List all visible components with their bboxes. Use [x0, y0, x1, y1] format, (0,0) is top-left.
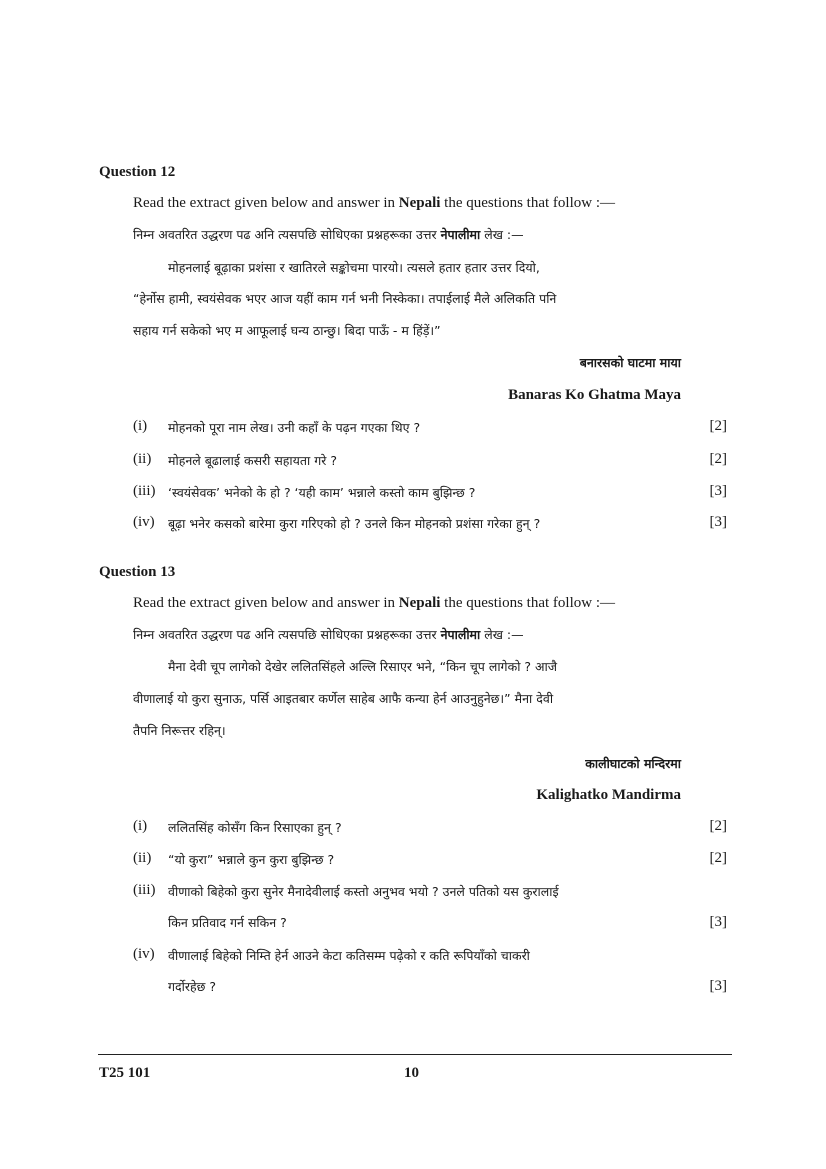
q12-item-num: (iv): [133, 514, 155, 530]
q13-passage-line-2: वीणालाई यो कुरा सुनाऊ, पर्सि आइतबार कर्णेल साहेब आफै कन्या हेर्न आउनुहुनेछ।” मैना देवी: [133, 691, 554, 706]
q12-item-num: (ii): [133, 451, 152, 467]
q12-source-en: Banaras Ko Ghatma Maya: [508, 387, 681, 403]
q13-item-mark: [3]: [709, 914, 727, 930]
q12-item-num: (iii): [133, 483, 156, 499]
q13-item-text: वीणालाई बिहेको निम्ति हेर्न आउने केटा कतिसम्म पढ़ेको र कति रूपियाँको चाकरी: [168, 948, 530, 963]
q12-item-text: मोहनको पूरा नाम लेख। उनी कहाँ के पढ़न गएका थिए ?: [168, 420, 421, 435]
q13-item-text: वीणाको बिहेको कुरा सुनेर मैनादेवीलाई कस्तो अनुभव भयो ? उनले पतिको यस कुरालाई: [168, 884, 559, 899]
q13-item-num: (ii): [133, 850, 152, 866]
q12-item-mark: [3]: [709, 483, 727, 499]
question-12-title: Question 12: [99, 164, 176, 180]
q12-item-mark: [2]: [709, 418, 727, 434]
question-13-title: Question 13: [99, 564, 176, 580]
footer-rule: [98, 1054, 732, 1055]
q13-item-text: “यो कुरा” भन्नाले कुन कुरा बुझिन्छ ?: [168, 852, 335, 867]
q12-instruction-en: Read the extract given below and answer in Nepali the questions that follow :—: [133, 195, 615, 211]
q13-source-np: कालीघाटको मन्दिरमा: [585, 756, 681, 771]
q12-source-np: बनारसको घाटमा माया: [579, 355, 681, 370]
q12-item-text: मोहनले बूढालाई कसरी सहायता गरे ?: [168, 453, 338, 468]
q13-source-en: Kalighatko Mandirma: [536, 787, 681, 803]
q13-instruction-en: Read the extract given below and answer in Nepali the questions that follow :—: [133, 595, 615, 611]
q13-item-mark: [3]: [709, 978, 727, 994]
q12-instruction-np: निम्न अवतरित उद्धरण पढ अनि त्यसपछि सोधिएका प्रश्नहरूका उत्तर नेपालीमा लेख :—: [133, 227, 524, 242]
q13-instruction-np: निम्न अवतरित उद्धरण पढ अनि त्यसपछि सोधिएका प्रश्नहरूका उत्तर नेपालीमा लेख :—: [133, 627, 524, 642]
q13-item-text: ललितसिंह कोसँग किन रिसाएका हुन् ?: [168, 820, 342, 835]
q13-item-text-cont: किन प्रतिवाद गर्न सकिन ?: [168, 915, 287, 930]
q13-passage-line-3: तैपनि निरूत्तर रहिन्।: [133, 723, 226, 738]
q12-item-text: बूढ़ा भनेर कसको बारेमा कुरा गरिएको हो ? उनले किन मोहनको प्रशंसा गरेका हुन् ?: [168, 516, 541, 531]
q12-item-num: (i): [133, 418, 148, 434]
paper-code: T25 101: [99, 1065, 151, 1081]
q12-passage-line-3: सहाय गर्न सकेको भए म आफूलाई घन्य ठान्छु। बिदा पाऊँ - म हिंड़ें।”: [133, 323, 441, 338]
page-number: 10: [404, 1065, 419, 1081]
q13-item-text-cont: गर्दोरहेछ ?: [168, 979, 217, 994]
q12-item-mark: [3]: [709, 514, 727, 530]
q12-item-mark: [2]: [709, 451, 727, 467]
q13-item-num: (i): [133, 818, 148, 834]
q13-item-num: (iii): [133, 882, 156, 898]
q12-item-text: ‘स्वयंसेवक’ भनेको के हो ? ‘यही काम’ भन्नाले कस्तो काम बुझिन्छ ?: [168, 485, 476, 500]
q12-passage-line-2: “हेर्नोस हामी, स्वयंसेवक भएर आज यहीं काम गर्न भनी निस्केका। तपाईलाई मैले अलिकति पनि: [133, 291, 557, 306]
q13-item-mark: [2]: [709, 850, 727, 866]
q13-item-num: (iv): [133, 946, 155, 962]
q12-passage-line-1: मोहनलाई बूढ़ाका प्रशंसा र खातिरले सङ्कोचमा पारयो। त्यसले हतार हतार उत्तर दियो,: [168, 260, 540, 275]
q13-passage-line-1: मैना देवी चूप लागेको देखेर ललितसिंहले अल्लि रिसाएर भने, “किन चूप लागेको ? आजै: [168, 659, 558, 674]
q13-item-mark: [2]: [709, 818, 727, 834]
